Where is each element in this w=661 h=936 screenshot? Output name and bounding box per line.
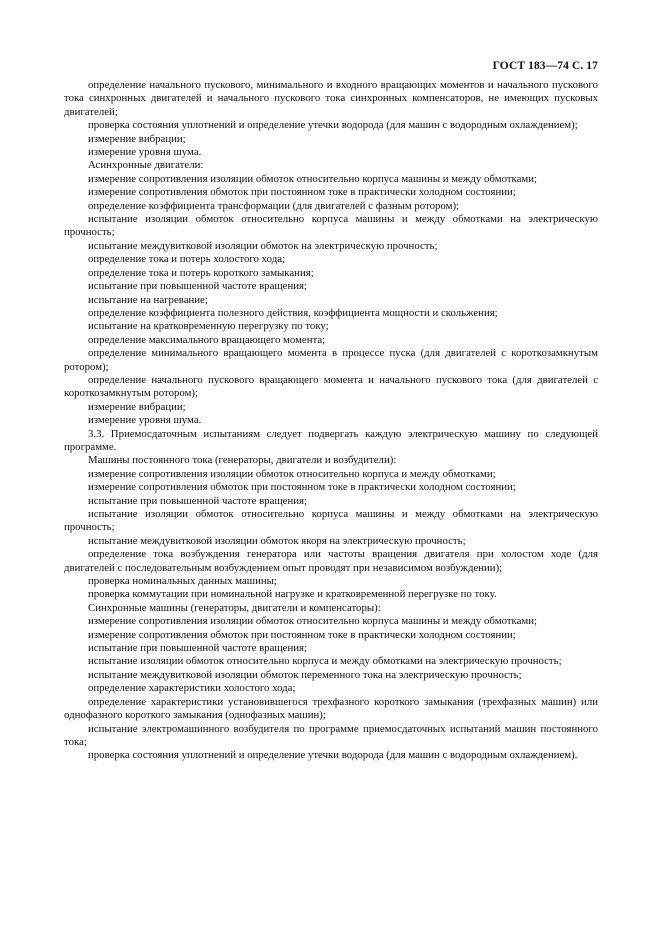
paragraph: проверка состояния уплотнений и определение утечки водорода (для машин с водородным охлаждением); — [88, 119, 578, 132]
paragraph: испытание междувитковой изоляции обмоток переменного тока на электрическую прочность; — [88, 668, 522, 681]
paragraph: измерение сопротивления изоляции обмоток относительно корпуса машины и между обмотками; — [88, 615, 538, 628]
paragraph: измерение уровня шума. — [88, 414, 202, 427]
paragraph: определение тока и потерь короткого замыкания; — [88, 266, 314, 279]
paragraph: определение коэффициента полезного действия, коэффициента мощности и скольжения; — [88, 306, 498, 319]
paragraph: определение коэффициента трансформации (для двигателей с фазным ротором); — [88, 199, 460, 212]
paragraph: определение характеристики установившегося трехфазного короткого замыкания (трехфазных машин) или однофазного короткого замыкания (однофазных машин); — [64, 695, 598, 722]
paragraph: проверка состояния уплотнений и определение утечки водорода (для машин с водородным охлаждением). — [88, 749, 578, 762]
paragraph: испытание при повышенной частоте вращения; — [88, 642, 307, 655]
paragraph: измерение сопротивления изоляции обмоток относительно корпуса и между обмотками; — [88, 467, 496, 480]
document-body — [64, 79, 598, 763]
paragraph: Синхронные машины (генераторы, двигатели и компенсаторы): — [88, 601, 381, 614]
paragraph: 3.3. Приемосдаточным испытаниям следует подвергать каждую электрическую машину по следующей программе. — [64, 427, 598, 453]
paragraph: Машины постоянного тока (генераторы, двигатели и возбудители): — [88, 454, 397, 467]
paragraph: измерение сопротивления обмоток при постоянном токе в практически холодном состоянии; — [88, 186, 516, 199]
paragraph: измерение уровня шума. — [88, 146, 202, 159]
paragraph: испытание изоляции обмоток относительно корпуса машины и между обмотками на электрическую прочность; — [64, 213, 598, 239]
paragraph: определение начального пускового, минимального и входного вращающих моментов и начального пускового тока синхронных двигателей и начального пускового тока синхронных компенсаторов, не имеющих пусковых двигателей; — [64, 79, 598, 118]
paragraph: Асинхронные двигатели: — [88, 159, 204, 172]
paragraph: определение минимального вращающего момента в процессе пуска (для двигателей с короткозамкнутым ротором); — [64, 347, 598, 373]
paragraph: измерение вибрации; — [88, 132, 186, 145]
paragraph: испытание междувитковой изоляции обмоток на электрическую прочность; — [88, 239, 438, 252]
paragraph: испытание изоляции обмоток относительно корпуса машины и между обмотками на электрическую прочность; — [64, 508, 598, 534]
paragraph: измерение сопротивления изоляции обмоток относительно корпуса машины и между обмотками; — [88, 172, 538, 185]
paragraph: испытание при повышенной частоте вращения; — [88, 280, 307, 293]
paragraph: испытание на кратковременную перегрузку по току; — [88, 320, 329, 333]
paragraph: определение начального пускового вращающего момента и начального пускового тока (для двигателей с короткозамкнутым ротором); — [64, 373, 598, 400]
paragraph: определение тока и потерь холостого хода; — [88, 253, 286, 266]
page-header: ГОСТ 183—74 С. 17 — [492, 60, 598, 72]
paragraph: проверка номинальных данных машины; — [88, 575, 277, 588]
paragraph: определение максимального вращающего момента; — [88, 333, 326, 346]
paragraph: измерение сопротивления обмоток при постоянном токе в практически холодном состоянии; — [88, 481, 516, 494]
paragraph: определение тока возбуждения генератора или частоты вращения двигателя при холостом ходе (для двигателей с последовательным возбуждением опыт проводят при независимом возбуждении); — [64, 548, 598, 574]
paragraph: определение характеристики холостого хода; — [88, 682, 296, 695]
paragraph: испытание электромашинного возбудителя по программе приемосдаточных испытаний машин постоянного тока; — [64, 722, 598, 748]
paragraph: испытание на нагревание; — [88, 293, 208, 306]
paragraph: измерение сопротивления обмоток при постоянном токе в практически холодном состоянии; — [88, 628, 516, 641]
paragraph: испытание при повышенной частоте вращения; — [88, 494, 307, 507]
paragraph: проверка коммутации при номинальной нагрузке и кратковременной перегрузке по току. — [88, 588, 497, 601]
paragraph: измерение вибрации; — [88, 400, 186, 413]
paragraph: испытание изоляции обмоток относительно корпуса и между обмотками на электрическую прочность; — [88, 655, 562, 668]
paragraph: испытание междувитковой изоляции обмоток якоря на электрическую прочность; — [88, 534, 466, 547]
